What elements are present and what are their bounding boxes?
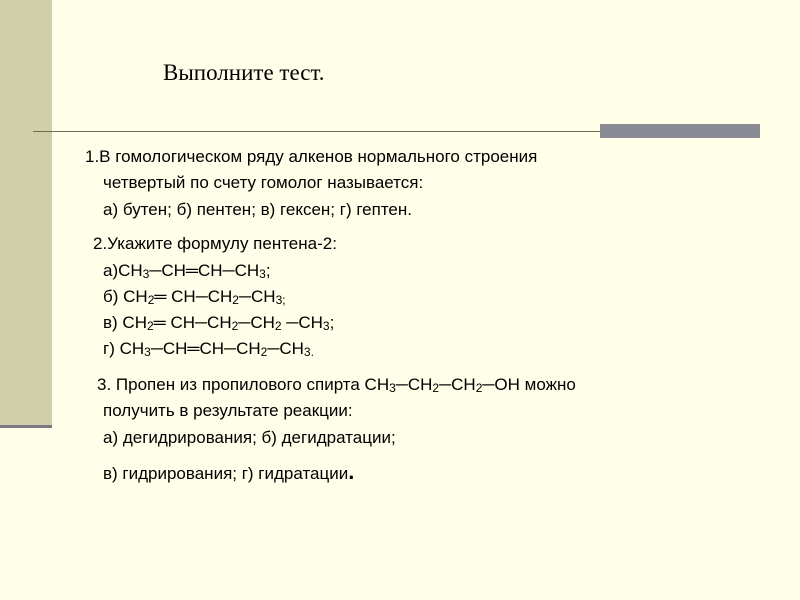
q3-line1: 3. Пропен из пропилового спирта $CH_3─CH_2─CH_2─OH$ можно <box>97 375 576 395</box>
q3-line4: в) гидрирования; г) гидратации. <box>103 459 355 484</box>
q1-options: а) бутен; б) пентен; в) гексен; г) гептен. <box>103 200 412 219</box>
q2-option-c: в) $CH_2═$ $CH─CH_2─CH_2$ $─CH_3$; <box>103 313 335 333</box>
left-decor-line <box>0 425 52 428</box>
title-divider <box>33 131 600 132</box>
q3-line3: а) дегидрирования; б) дегидратации; <box>103 428 396 447</box>
q3-line2: получить в результате реакции: <box>103 401 353 420</box>
q1-line1: 1.В гомологическом ряду алкенов нормального строения <box>85 147 538 166</box>
slide-title: Выполните тест. <box>163 60 325 85</box>
q1-line2: четвертый по счету гомолог называется: <box>103 173 424 192</box>
left-decor-band <box>0 0 52 425</box>
q2-option-b: б) $CH_2═$ $CH─CH_2─CH_{3;}$ <box>103 287 286 307</box>
q2-heading: 2.Укажите формулу пентена-2: <box>93 234 337 253</box>
q2-option-a: $а)CH_3─CH═CH─CH_3$; <box>103 261 271 281</box>
divider-accent-bar <box>600 124 760 138</box>
q2-option-d: г) $CH_3─CH═CH─CH_2─CH_{3.}$ <box>103 339 314 359</box>
